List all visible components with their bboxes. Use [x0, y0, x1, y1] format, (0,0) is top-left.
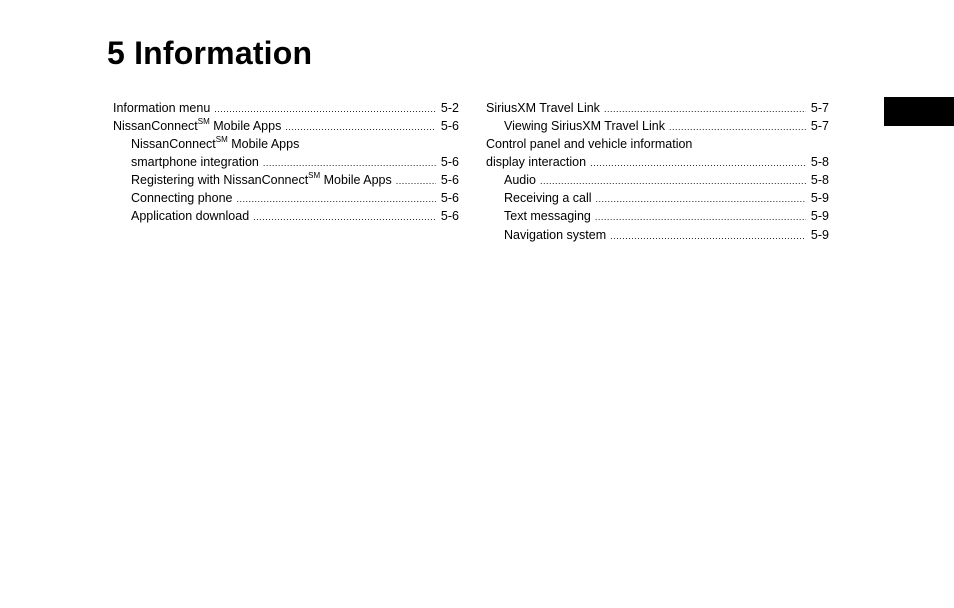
toc-entry-page: 5-9 — [810, 209, 829, 223]
toc-entry-label: display interaction — [486, 155, 587, 169]
dot-leader — [604, 100, 806, 118]
toc-entry-smartphone-integration-line1[interactable]: NissanConnect℠ Mobile Apps — [131, 135, 300, 151]
dot-leader — [610, 227, 806, 245]
toc-entry-label: Audio — [504, 173, 536, 187]
toc-entry-siriusxm-travel-link[interactable] — [486, 99, 829, 117]
toc-entry-page: 5-2 — [440, 101, 459, 115]
toc-entry-page: 5-6 — [440, 173, 459, 187]
dot-leader — [596, 190, 806, 208]
toc-entry-page: 5-6 — [440, 155, 459, 169]
dot-leader — [595, 208, 806, 227]
toc-entry-registering[interactable] — [113, 171, 459, 189]
dot-leader — [236, 190, 435, 208]
dot-leader — [396, 172, 436, 190]
toc-entry-label: Viewing SiriusXM Travel Link — [504, 119, 665, 133]
toc-entry-navigation-system[interactable] — [486, 226, 829, 244]
dot-leader — [263, 154, 436, 172]
toc-entry-label: NissanConnect℠ Mobile Apps — [113, 117, 282, 133]
toc-left-column — [113, 99, 459, 225]
toc-entry-label: smartphone integration — [131, 155, 259, 169]
toc-entry-label: Receiving a call — [504, 191, 592, 205]
toc-entry-page: 5-6 — [440, 191, 459, 205]
toc-entry-page: 5-7 — [810, 119, 829, 133]
chapter-tab-marker — [884, 97, 954, 126]
toc-entry-label: SiriusXM Travel Link — [486, 101, 600, 115]
toc-entry-label: Registering with NissanConnect℠ Mobile Apps — [131, 171, 392, 187]
toc-entry-page: 5-7 — [810, 101, 829, 115]
toc-entry-label: Information menu — [113, 101, 211, 115]
service-mark: SM — [197, 117, 210, 126]
toc-entry-viewing-siriusxm[interactable] — [486, 117, 829, 135]
toc-entry-label: Connecting phone — [131, 191, 233, 205]
toc-entry-page: 5-6 — [440, 119, 459, 133]
toc-entry-application-download[interactable] — [113, 207, 459, 225]
toc-entry-connecting-phone[interactable] — [113, 189, 459, 207]
service-mark: SM — [308, 171, 321, 180]
toc-entry-label: Text messaging — [504, 209, 591, 223]
dot-leader — [669, 118, 806, 136]
toc-entry-smartphone-integration[interactable] — [113, 153, 459, 171]
toc-entry-page: 5-9 — [810, 191, 829, 205]
toc-entry-page: 5-8 — [810, 155, 829, 169]
dot-leader — [285, 118, 436, 136]
dot-leader — [540, 172, 806, 190]
toc-entry-page: 5-9 — [810, 228, 829, 242]
toc-entry-information-menu[interactable] — [113, 99, 459, 117]
toc-entry-nissanconnect-mobile-apps[interactable] — [113, 117, 459, 135]
dot-leader — [590, 154, 806, 172]
toc-entry-page: 5-6 — [440, 209, 459, 223]
toc-right-column — [486, 99, 829, 244]
toc-entry-audio[interactable] — [486, 171, 829, 189]
toc-entry-label: Navigation system — [504, 228, 607, 242]
toc-entry-text-messaging[interactable] — [486, 207, 829, 226]
dot-leader — [253, 208, 436, 226]
toc-entry-control-panel-line1[interactable]: Control panel and vehicle information — [486, 137, 693, 151]
toc-entry-label: Application download — [131, 209, 250, 223]
toc-entry-control-panel[interactable] — [486, 153, 829, 171]
toc-entry-receiving-call[interactable] — [486, 189, 829, 207]
toc-entry-page: 5-8 — [810, 173, 829, 187]
dot-leader — [214, 100, 436, 118]
service-mark: SM — [215, 135, 228, 144]
chapter-title: 5 Information — [107, 35, 313, 71]
